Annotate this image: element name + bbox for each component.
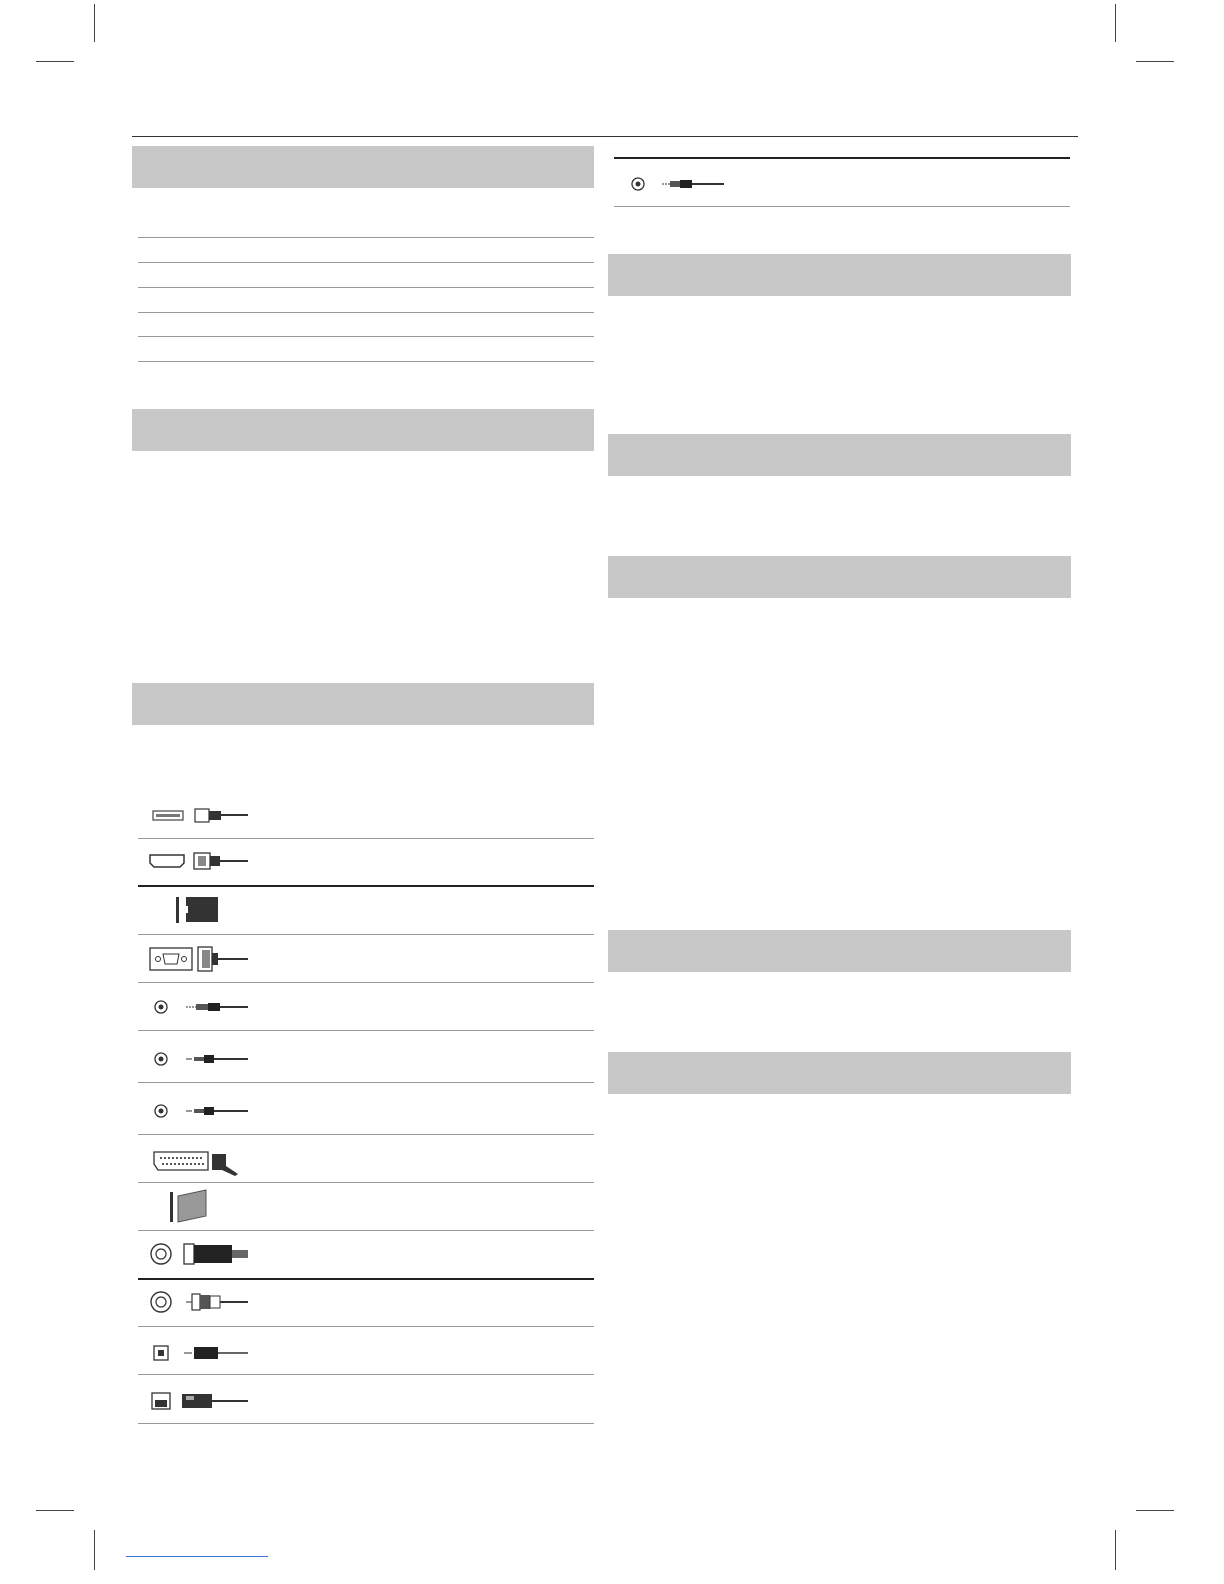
connector-row <box>138 846 594 880</box>
crop-mark <box>94 1530 95 1570</box>
table-rule <box>138 885 594 887</box>
crop-mark <box>1136 61 1174 62</box>
table-rule <box>138 1082 594 1083</box>
table-rule <box>614 157 1070 159</box>
connector-row <box>138 990 594 1026</box>
crop-mark <box>36 1510 74 1511</box>
table-rule <box>138 1182 594 1183</box>
ci-card-slot-icon <box>138 893 258 929</box>
table-rule <box>614 206 1070 207</box>
connector-row <box>138 1142 594 1178</box>
connector-row <box>138 1382 594 1418</box>
table-rule <box>138 838 594 839</box>
table-rule <box>138 982 594 983</box>
table-rule <box>138 1374 594 1375</box>
usb-port-icon <box>138 800 258 834</box>
table-rule <box>138 361 594 362</box>
footer-link-underline[interactable] <box>126 1556 268 1557</box>
table-rule <box>138 237 594 238</box>
crop-mark <box>1115 1530 1116 1570</box>
headphone-jack-icon <box>614 168 734 202</box>
av-jack-icon <box>138 1094 258 1130</box>
connector-row <box>138 1284 594 1322</box>
vga-port-icon <box>138 942 258 978</box>
crop-mark <box>1115 4 1116 42</box>
table-rule <box>138 1030 594 1031</box>
table-rule <box>138 1278 594 1280</box>
connector-row <box>614 168 1070 202</box>
table-rule <box>138 1230 594 1231</box>
crop-mark <box>94 4 95 42</box>
antenna-port-icon <box>138 1236 258 1274</box>
scart-port-icon <box>138 1142 258 1178</box>
section-header-band <box>132 146 594 188</box>
section-header-band <box>608 556 1071 598</box>
connector-row <box>138 893 594 929</box>
table-rule <box>138 934 594 935</box>
connector-row <box>138 800 594 834</box>
connector-row <box>138 1094 594 1130</box>
optical-port-icon <box>138 1334 258 1370</box>
section-header-band <box>132 409 594 451</box>
connector-row <box>138 1236 594 1274</box>
section-header-band <box>608 1052 1071 1094</box>
table-rule <box>138 1326 594 1327</box>
section-header-band <box>608 434 1071 476</box>
table-rule <box>138 336 594 337</box>
section-header-band <box>608 254 1071 296</box>
crop-mark <box>36 61 74 62</box>
av-jack-icon <box>138 1042 258 1078</box>
connector-row <box>138 1188 594 1226</box>
table-rule <box>138 1134 594 1135</box>
section-header-band <box>132 683 594 725</box>
sd-card-slot-icon <box>138 1188 258 1226</box>
audio-jack-icon <box>138 990 258 1026</box>
section-header-band <box>608 930 1071 972</box>
table-rule <box>138 262 594 263</box>
lan-port-icon <box>138 1382 258 1418</box>
hdmi-port-icon <box>138 846 258 880</box>
page-header-rule <box>132 136 1078 137</box>
satellite-port-icon <box>138 1284 258 1322</box>
connector-row <box>138 1042 594 1078</box>
crop-mark <box>1136 1510 1174 1511</box>
table-rule <box>138 287 594 288</box>
connector-row <box>138 942 594 978</box>
connector-row <box>138 1334 594 1370</box>
table-rule <box>138 1423 594 1424</box>
table-rule <box>138 312 594 313</box>
